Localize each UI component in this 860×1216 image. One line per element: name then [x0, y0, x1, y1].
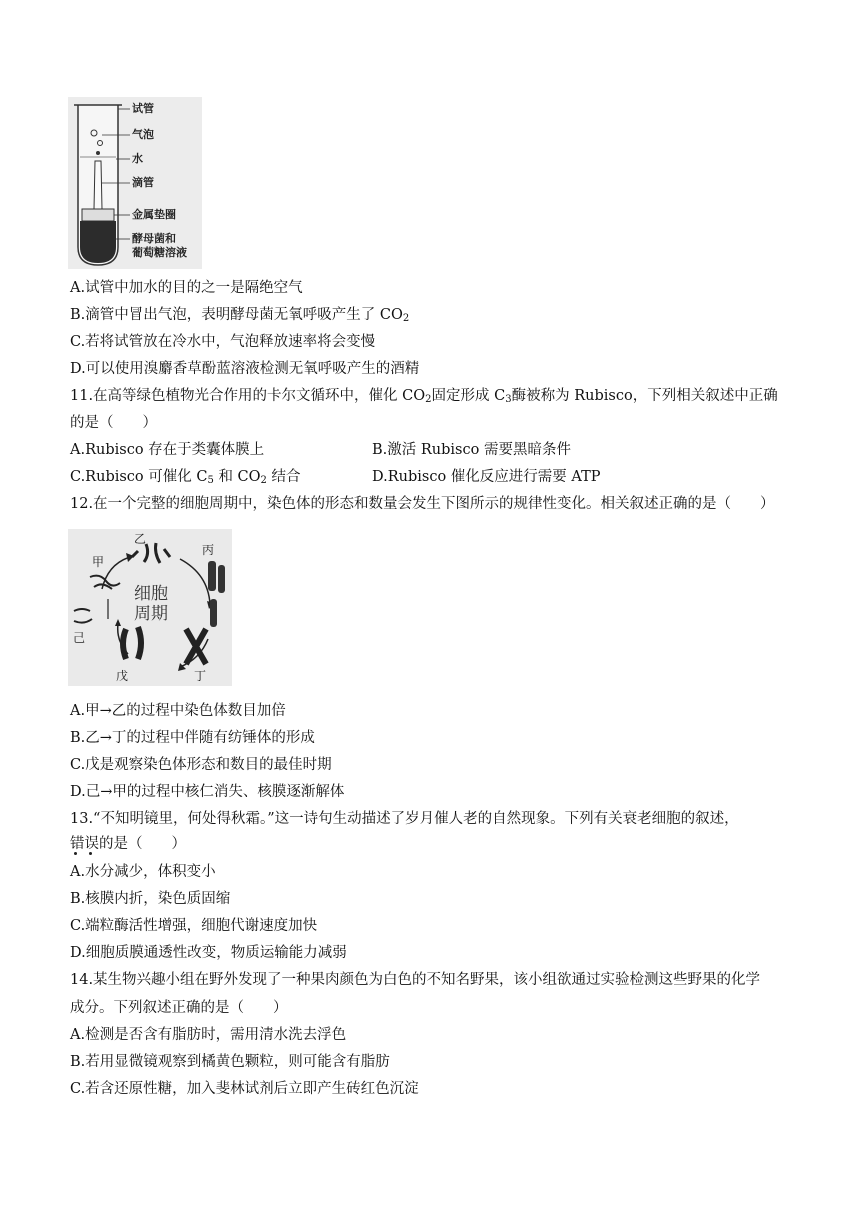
label-ding: 丁 [194, 669, 207, 683]
label-water: 水 [132, 152, 143, 165]
label-test-tube: 试管 [132, 102, 154, 115]
q10-option-d: D.可以使用溴麝香草酚蓝溶液检测无氧呼吸产生的酒精 [70, 361, 420, 377]
label-jia: 甲 [92, 555, 105, 569]
q12-option-b: B.乙→丁的过程中伴随有纺锤体的形成 [70, 730, 315, 746]
q11-stem: 11.在高等绿色植物光合作用的卡尔文循环中，催化 $CO_2$固定形成 $C_3$酶被称为 Rubisco，下列相关叙述中正确 [70, 388, 778, 405]
q13-option-a: A.水分减少，体积变小 [70, 864, 216, 880]
q14-option-c: C.若含还原性糖，加入斐林试剂后立即产生砖红色沉淀 [70, 1081, 419, 1097]
q10-option-b: B.滴管中冒出气泡，表明酵母菌无氧呼吸产生了 $CO_2$ [70, 307, 410, 324]
q11-option-a: A.Rubisco 存在于类囊体膜上 [70, 442, 265, 458]
q13-stem: 13.“不知明镜里，何处得秋霜。”这一诗句生动描述了岁月催人老的自然现象。下列有关衰老细胞的叙述， [70, 811, 739, 827]
cell-cycle-center-label: 细胞 周期 [134, 584, 168, 624]
q11-option-b: B.激活 Rubisco 需要黑暗条件 [372, 442, 571, 458]
q14-option-a: A.检测是否含有脂肪时，需用清水洗去浮色 [70, 1027, 347, 1043]
q11-option-d: D.Rubisco 催化反应进行需要 ATP [372, 469, 601, 485]
q10-option-c: C.若将试管放在冷水中，气泡释放速率将会变慢 [70, 334, 376, 350]
q13-option-b: B.核膜内折，染色质固缩 [70, 891, 231, 907]
label-yeast: 酵母菌和 [132, 232, 176, 245]
label-bing: 丙 [202, 543, 215, 557]
emphasis-dots [70, 852, 110, 858]
label-metal-washer: 金属垫圈 [132, 208, 176, 221]
q13-option-d: D.细胞质膜通透性改变，物质运输能力减弱 [70, 945, 347, 961]
q12-option-c: C.戊是观察染色体形态和数目的最佳时期 [70, 757, 332, 773]
q14-option-b: B.若用显微镜观察到橘黄色颗粒，则可能含有脂肪 [70, 1054, 390, 1070]
cell-cycle-figure [68, 529, 232, 686]
label-ji: 己 [73, 631, 86, 645]
test-tube-figure [68, 97, 202, 269]
label-bubble: 气泡 [132, 128, 154, 141]
label-yi: 乙 [134, 532, 147, 546]
q12-option-a: A.甲→乙的过程中染色体数目加倍 [70, 703, 286, 719]
q12-option-d: D.己→甲的过程中核仁消失、核膜逐渐解体 [70, 784, 345, 800]
label-glucose-solution: 葡萄糖溶液 [132, 246, 187, 259]
q14-stem: 14.某生物兴趣小组在野外发现了一种果肉颜色为白色的不知名野果，该小组欲通过实验检测这些野果的化学 [70, 972, 761, 988]
q11-option-c: C.Rubisco 可催化 $C_5$ 和 $CO_2$ 结合 [70, 469, 301, 486]
q13-option-c: C.端粒酶活性增强，细胞代谢速度加快 [70, 918, 318, 934]
q14-stem-line2: 成分。下列叙述正确的是（ ） [70, 1000, 288, 1016]
q12-stem: 12.在一个完整的细胞周期中，染色体的形态和数量会发生下图所示的规律性变化。相关叙述正确的是（ ） [70, 496, 775, 512]
q11-stem-line2: 的是（ ） [70, 415, 157, 431]
q13-stem-line2: 错误的是（ ） [70, 836, 186, 852]
q10-option-a: A.试管中加水的目的之一是隔绝空气 [70, 280, 303, 296]
label-wu: 戊 [116, 669, 129, 683]
label-dropper: 滴管 [132, 176, 154, 189]
